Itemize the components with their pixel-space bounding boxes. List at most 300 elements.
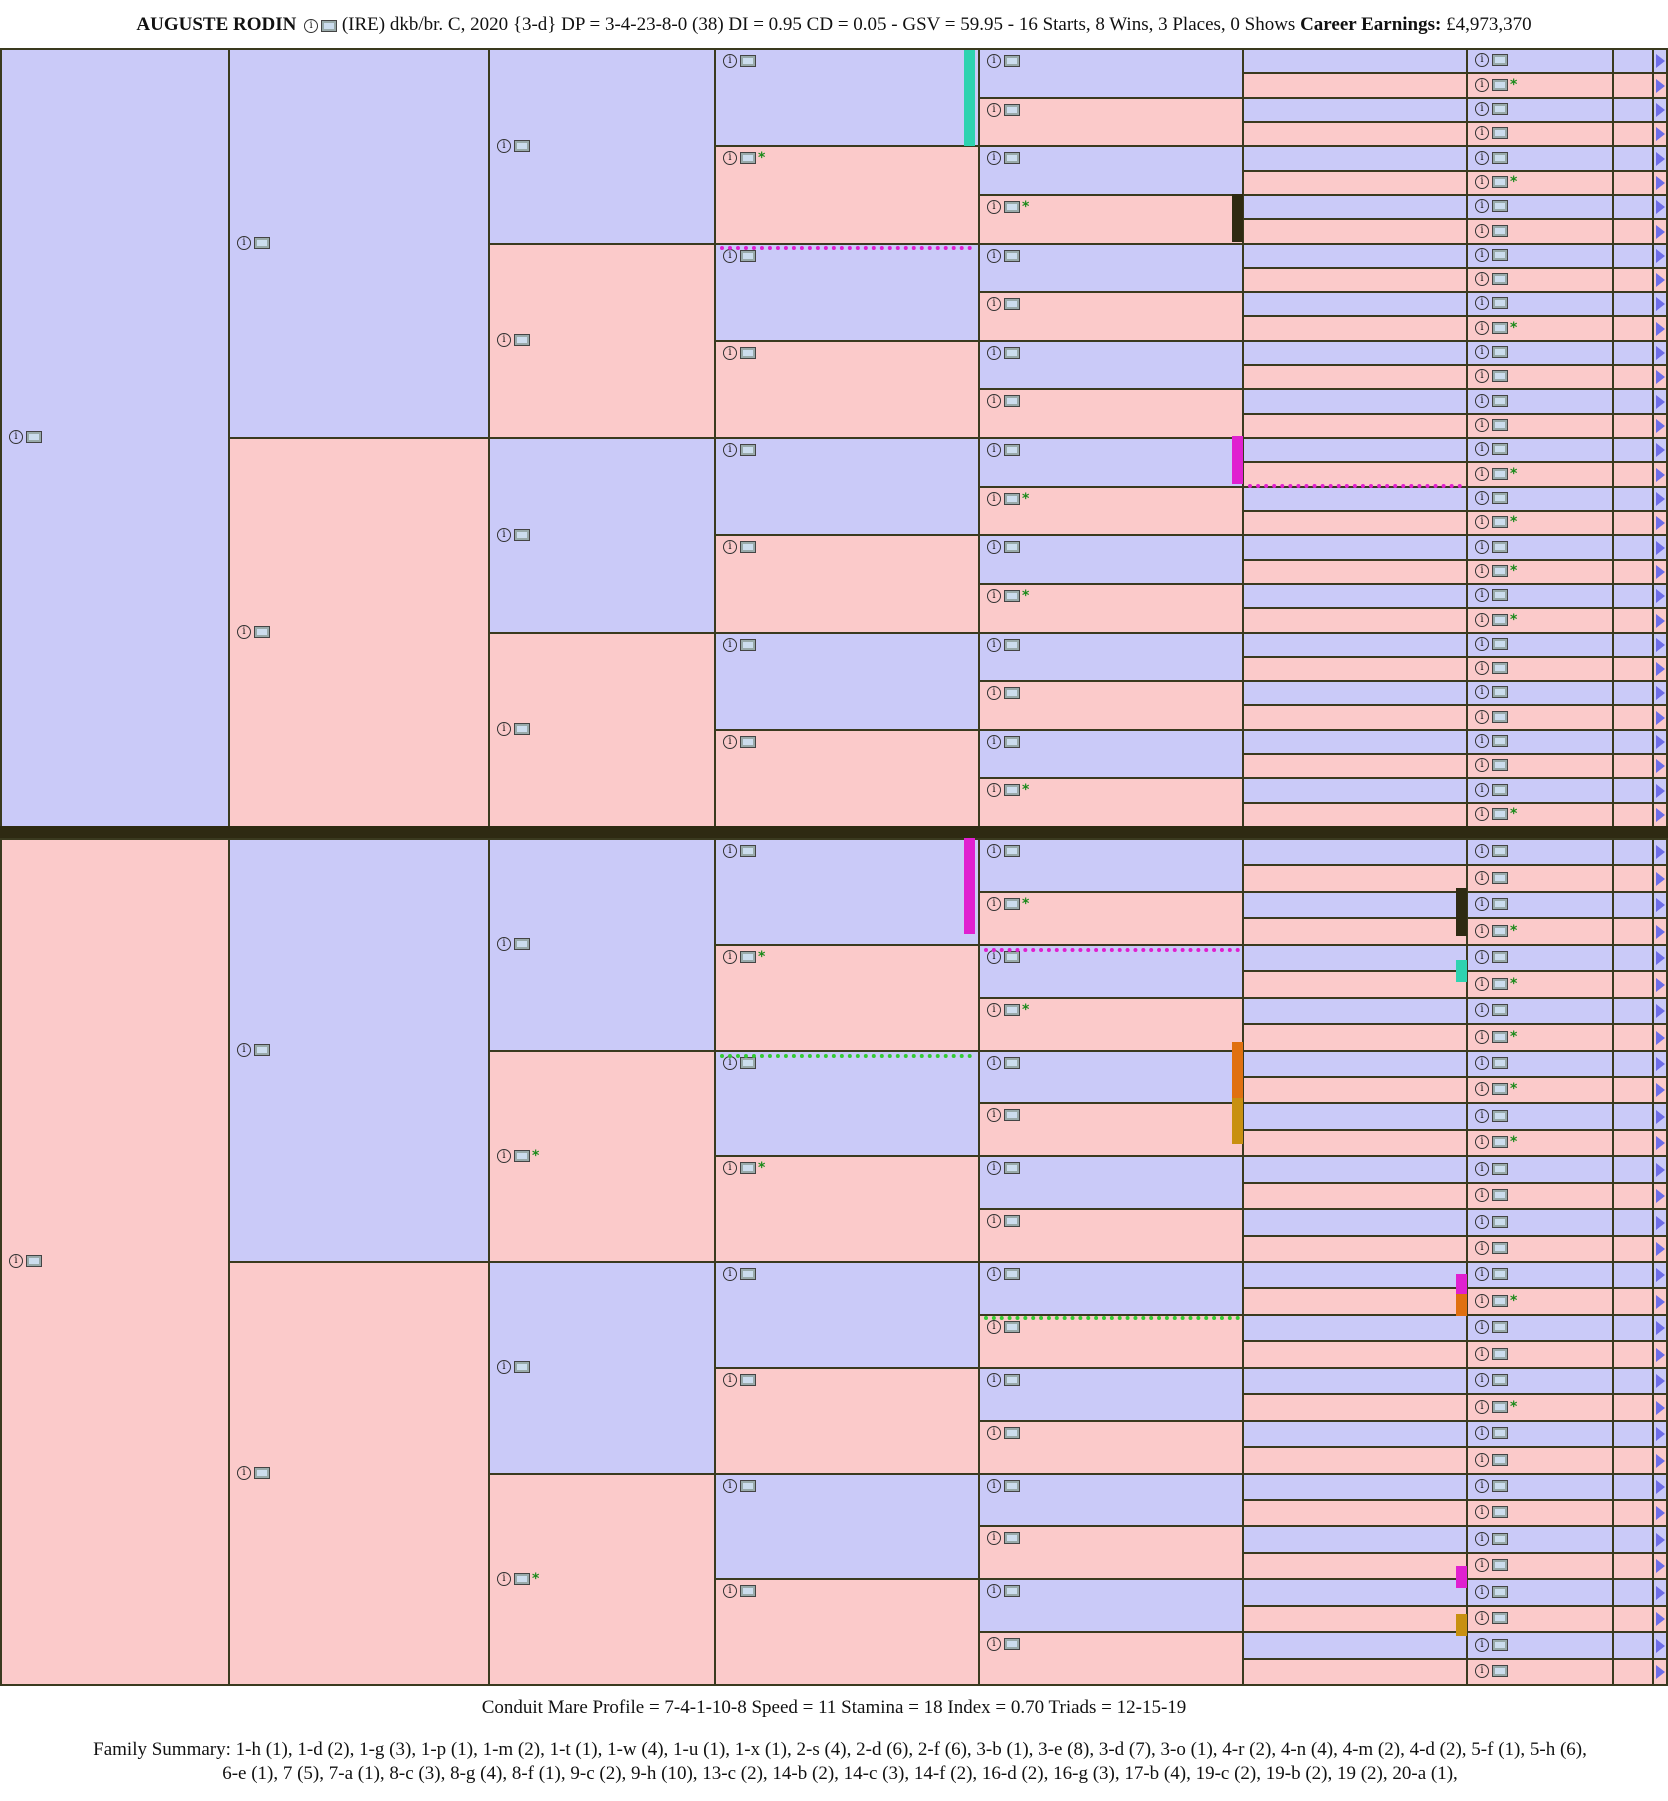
info-icon[interactable]: i <box>1475 394 1489 408</box>
info-icon[interactable]: i <box>987 638 1001 652</box>
arrow-right-icon[interactable] <box>1656 176 1665 190</box>
expand-arrow[interactable] <box>1652 1182 1668 1210</box>
arrow-right-icon[interactable] <box>1656 845 1665 859</box>
info-icon[interactable]: i <box>1475 442 1489 456</box>
photo-icon[interactable] <box>514 1573 530 1585</box>
photo-icon[interactable] <box>1004 104 1020 116</box>
arrow-right-icon[interactable] <box>1656 1163 1665 1177</box>
expand-arrow[interactable] <box>1652 632 1668 658</box>
info-icon[interactable]: i <box>1475 1109 1489 1123</box>
expand-arrow[interactable] <box>1652 437 1668 463</box>
photo-icon[interactable] <box>514 1361 530 1373</box>
photo-icon[interactable] <box>740 1585 756 1597</box>
expand-arrow[interactable] <box>1652 838 1668 866</box>
arrow-right-icon[interactable] <box>1656 346 1665 360</box>
photo-icon[interactable] <box>321 20 337 32</box>
info-icon[interactable]: i <box>1475 467 1489 481</box>
photo-icon[interactable] <box>1492 1348 1508 1360</box>
photo-icon[interactable] <box>1492 872 1508 884</box>
arrow-right-icon[interactable] <box>1656 1480 1665 1494</box>
photo-icon[interactable] <box>1004 1162 1020 1174</box>
photo-icon[interactable] <box>514 1150 530 1162</box>
info-icon[interactable]: i <box>1475 1611 1489 1625</box>
info-icon[interactable]: i <box>1475 613 1489 627</box>
photo-icon[interactable] <box>1492 1480 1508 1492</box>
photo-icon[interactable] <box>1004 1638 1020 1650</box>
arrow-right-icon[interactable] <box>1656 662 1665 676</box>
photo-icon[interactable] <box>740 347 756 359</box>
info-icon[interactable]: i <box>723 735 737 749</box>
photo-icon[interactable] <box>740 1480 756 1492</box>
arrow-right-icon[interactable] <box>1656 759 1665 773</box>
info-icon[interactable]: i <box>1475 1215 1489 1229</box>
photo-icon[interactable] <box>1492 225 1508 237</box>
info-icon[interactable]: i <box>1475 321 1489 335</box>
info-icon[interactable]: i <box>1475 151 1489 165</box>
photo-icon[interactable] <box>254 1467 270 1479</box>
photo-icon[interactable] <box>1492 1374 1508 1386</box>
photo-icon[interactable] <box>254 1044 270 1056</box>
info-icon[interactable]: i <box>1475 1400 1489 1414</box>
expand-arrow[interactable] <box>1652 1287 1668 1316</box>
arrow-right-icon[interactable] <box>1656 898 1665 912</box>
photo-icon[interactable] <box>1492 1401 1508 1413</box>
photo-icon[interactable] <box>1004 1480 1020 1492</box>
photo-icon[interactable] <box>1492 1533 1508 1545</box>
photo-icon[interactable] <box>26 1255 42 1267</box>
expand-arrow[interactable] <box>1652 291 1668 317</box>
arrow-right-icon[interactable] <box>1656 443 1665 457</box>
info-icon[interactable]: i <box>987 443 1001 457</box>
expand-arrow[interactable] <box>1652 461 1668 488</box>
photo-icon[interactable] <box>740 736 756 748</box>
info-icon[interactable]: i <box>1475 734 1489 748</box>
info-icon[interactable]: i <box>1475 126 1489 140</box>
photo-icon[interactable] <box>1492 103 1508 115</box>
info-icon[interactable]: i <box>987 297 1001 311</box>
photo-icon[interactable] <box>1492 1427 1508 1439</box>
photo-icon[interactable] <box>1004 845 1020 857</box>
info-icon[interactable]: i <box>1475 199 1489 213</box>
arrow-right-icon[interactable] <box>1656 614 1665 628</box>
info-icon[interactable]: i <box>987 844 1001 858</box>
photo-icon[interactable] <box>1004 639 1020 651</box>
photo-icon[interactable] <box>514 723 530 735</box>
expand-arrow[interactable] <box>1652 1658 1668 1686</box>
info-icon[interactable]: i <box>987 394 1001 408</box>
photo-icon[interactable] <box>514 140 530 152</box>
info-icon[interactable]: i <box>497 722 511 736</box>
info-icon[interactable]: i <box>497 333 511 347</box>
info-icon[interactable]: i <box>1475 491 1489 505</box>
expand-arrow[interactable] <box>1652 413 1668 439</box>
info-icon[interactable]: i <box>987 54 1001 68</box>
photo-icon[interactable] <box>1492 808 1508 820</box>
info-icon[interactable]: i <box>987 1003 1001 1017</box>
expand-arrow[interactable] <box>1652 1420 1668 1448</box>
expand-arrow[interactable] <box>1652 364 1668 390</box>
expand-arrow[interactable] <box>1652 1446 1668 1475</box>
photo-icon[interactable] <box>1492 565 1508 577</box>
info-icon[interactable]: i <box>1475 369 1489 383</box>
photo-icon[interactable] <box>1492 1321 1508 1333</box>
photo-icon[interactable] <box>740 845 756 857</box>
info-icon[interactable]: i <box>987 1214 1001 1228</box>
expand-arrow[interactable] <box>1652 1076 1668 1104</box>
info-icon[interactable]: i <box>1475 1505 1489 1519</box>
photo-icon[interactable] <box>1492 1216 1508 1228</box>
info-icon[interactable]: i <box>987 735 1001 749</box>
arrow-right-icon[interactable] <box>1656 1004 1665 1018</box>
info-icon[interactable]: i <box>1475 515 1489 529</box>
info-icon[interactable]: i <box>1475 248 1489 262</box>
expand-arrow[interactable] <box>1652 145 1668 172</box>
arrow-right-icon[interactable] <box>1656 249 1665 263</box>
photo-icon[interactable] <box>1492 419 1508 431</box>
arrow-right-icon[interactable] <box>1656 1242 1665 1256</box>
info-icon[interactable]: i <box>723 151 737 165</box>
arrow-right-icon[interactable] <box>1656 1268 1665 1282</box>
arrow-right-icon[interactable] <box>1656 468 1665 482</box>
info-icon[interactable]: i <box>723 1584 737 1598</box>
expand-arrow[interactable] <box>1652 388 1668 415</box>
info-icon[interactable]: i <box>987 783 1001 797</box>
info-icon[interactable]: i <box>987 200 1001 214</box>
photo-icon[interactable] <box>1492 395 1508 407</box>
info-icon[interactable]: i <box>723 443 737 457</box>
expand-arrow[interactable] <box>1652 944 1668 972</box>
info-icon[interactable]: i <box>1475 897 1489 911</box>
info-icon[interactable]: i <box>1475 1347 1489 1361</box>
arrow-right-icon[interactable] <box>1656 638 1665 652</box>
expand-arrow[interactable] <box>1652 559 1668 585</box>
photo-icon[interactable] <box>1004 590 1020 602</box>
expand-arrow[interactable] <box>1652 486 1668 512</box>
info-icon[interactable]: i <box>304 19 318 33</box>
info-icon[interactable]: i <box>1475 1135 1489 1149</box>
expand-arrow[interactable] <box>1652 1578 1668 1607</box>
photo-icon[interactable] <box>1492 79 1508 91</box>
expand-arrow[interactable] <box>1652 680 1668 706</box>
info-icon[interactable]: i <box>1475 1373 1489 1387</box>
photo-icon[interactable] <box>740 1162 756 1174</box>
expand-arrow[interactable] <box>1652 48 1668 74</box>
info-icon[interactable]: i <box>723 1267 737 1281</box>
photo-icon[interactable] <box>1492 200 1508 212</box>
info-icon[interactable]: i <box>987 103 1001 117</box>
info-icon[interactable]: i <box>1475 53 1489 67</box>
info-icon[interactable]: i <box>723 1373 737 1387</box>
info-icon[interactable]: i <box>497 1360 511 1374</box>
info-icon[interactable]: i <box>1475 807 1489 821</box>
photo-icon[interactable] <box>1004 395 1020 407</box>
arrow-right-icon[interactable] <box>1656 1057 1665 1071</box>
expand-arrow[interactable] <box>1652 1525 1668 1554</box>
info-icon[interactable]: i <box>987 950 1001 964</box>
info-icon[interactable]: i <box>1475 661 1489 675</box>
photo-icon[interactable] <box>1492 711 1508 723</box>
expand-arrow[interactable] <box>1652 1393 1668 1422</box>
photo-icon[interactable] <box>740 639 756 651</box>
photo-icon[interactable] <box>1004 1215 1020 1227</box>
info-icon[interactable]: i <box>987 1056 1001 1070</box>
photo-icon[interactable] <box>1004 444 1020 456</box>
expand-arrow[interactable] <box>1652 1473 1668 1501</box>
photo-icon[interactable] <box>1492 686 1508 698</box>
expand-arrow[interactable] <box>1652 1340 1668 1369</box>
photo-icon[interactable] <box>1492 1057 1508 1069</box>
arrow-right-icon[interactable] <box>1656 273 1665 287</box>
photo-icon[interactable] <box>1492 1189 1508 1201</box>
info-icon[interactable]: i <box>9 430 23 444</box>
photo-icon[interactable] <box>1492 468 1508 480</box>
arrow-right-icon[interactable] <box>1656 103 1665 117</box>
info-icon[interactable]: i <box>1475 950 1489 964</box>
info-icon[interactable]: i <box>1475 1030 1489 1044</box>
photo-icon[interactable] <box>1004 347 1020 359</box>
arrow-right-icon[interactable] <box>1656 872 1665 886</box>
expand-arrow[interactable] <box>1652 997 1668 1025</box>
expand-arrow[interactable] <box>1652 607 1668 634</box>
photo-icon[interactable] <box>1492 492 1508 504</box>
info-icon[interactable]: i <box>987 686 1001 700</box>
info-icon[interactable]: i <box>723 950 737 964</box>
info-icon[interactable]: i <box>497 139 511 153</box>
arrow-right-icon[interactable] <box>1656 516 1665 530</box>
photo-icon[interactable] <box>1004 1585 1020 1597</box>
info-icon[interactable]: i <box>723 1161 737 1175</box>
info-icon[interactable]: i <box>1475 1056 1489 1070</box>
arrow-right-icon[interactable] <box>1656 370 1665 384</box>
info-icon[interactable]: i <box>723 1056 737 1070</box>
info-icon[interactable]: i <box>497 528 511 542</box>
photo-icon[interactable] <box>1004 541 1020 553</box>
info-icon[interactable]: i <box>1475 685 1489 699</box>
arrow-right-icon[interactable] <box>1656 297 1665 311</box>
arrow-right-icon[interactable] <box>1656 808 1665 822</box>
info-icon[interactable]: i <box>1475 1241 1489 1255</box>
expand-arrow[interactable] <box>1652 802 1668 828</box>
arrow-right-icon[interactable] <box>1656 1110 1665 1124</box>
arrow-right-icon[interactable] <box>1656 322 1665 336</box>
photo-icon[interactable] <box>1492 614 1508 626</box>
arrow-right-icon[interactable] <box>1656 1216 1665 1230</box>
photo-icon[interactable] <box>1492 516 1508 528</box>
arrow-right-icon[interactable] <box>1656 419 1665 433</box>
arrow-right-icon[interactable] <box>1656 686 1665 700</box>
expand-arrow[interactable] <box>1652 656 1668 682</box>
photo-icon[interactable] <box>740 1268 756 1280</box>
info-icon[interactable]: i <box>1475 637 1489 651</box>
info-icon[interactable]: i <box>1475 1162 1489 1176</box>
expand-arrow[interactable] <box>1652 1367 1668 1395</box>
expand-arrow[interactable] <box>1652 1050 1668 1078</box>
arrow-right-icon[interactable] <box>1656 1586 1665 1600</box>
photo-icon[interactable] <box>1492 978 1508 990</box>
info-icon[interactable]: i <box>987 1267 1001 1281</box>
photo-icon[interactable] <box>514 938 530 950</box>
arrow-right-icon[interactable] <box>1656 1374 1665 1388</box>
photo-icon[interactable] <box>1492 1559 1508 1571</box>
arrow-right-icon[interactable] <box>1656 1348 1665 1362</box>
info-icon[interactable]: i <box>1475 844 1489 858</box>
photo-icon[interactable] <box>1492 759 1508 771</box>
arrow-right-icon[interactable] <box>1656 54 1665 68</box>
photo-icon[interactable] <box>740 152 756 164</box>
arrow-right-icon[interactable] <box>1656 925 1665 939</box>
info-icon[interactable]: i <box>987 1426 1001 1440</box>
arrow-right-icon[interactable] <box>1656 200 1665 214</box>
photo-icon[interactable] <box>1492 1665 1508 1677</box>
info-icon[interactable]: i <box>1475 175 1489 189</box>
expand-arrow[interactable] <box>1652 1235 1668 1263</box>
photo-icon[interactable] <box>1492 152 1508 164</box>
photo-icon[interactable] <box>1492 898 1508 910</box>
photo-icon[interactable] <box>514 529 530 541</box>
expand-arrow[interactable] <box>1652 1499 1668 1527</box>
photo-icon[interactable] <box>740 250 756 262</box>
info-icon[interactable]: i <box>987 249 1001 263</box>
expand-arrow[interactable] <box>1652 1208 1668 1237</box>
expand-arrow[interactable] <box>1652 970 1668 999</box>
photo-icon[interactable] <box>1492 1612 1508 1624</box>
photo-icon[interactable] <box>1004 736 1020 748</box>
info-icon[interactable]: i <box>1475 977 1489 991</box>
info-icon[interactable]: i <box>987 589 1001 603</box>
expand-arrow[interactable] <box>1652 864 1668 893</box>
arrow-right-icon[interactable] <box>1656 492 1665 506</box>
info-icon[interactable]: i <box>237 1043 251 1057</box>
info-icon[interactable]: i <box>987 492 1001 506</box>
info-icon[interactable]: i <box>237 1466 251 1480</box>
photo-icon[interactable] <box>1492 845 1508 857</box>
info-icon[interactable]: i <box>1475 102 1489 116</box>
photo-icon[interactable] <box>1004 898 1020 910</box>
photo-icon[interactable] <box>254 626 270 638</box>
expand-arrow[interactable] <box>1652 72 1668 99</box>
arrow-right-icon[interactable] <box>1656 1454 1665 1468</box>
arrow-right-icon[interactable] <box>1656 1136 1665 1150</box>
arrow-right-icon[interactable] <box>1656 1031 1665 1045</box>
photo-icon[interactable] <box>740 444 756 456</box>
info-icon[interactable]: i <box>723 540 737 554</box>
expand-arrow[interactable] <box>1652 1631 1668 1660</box>
expand-arrow[interactable] <box>1652 1129 1668 1157</box>
photo-icon[interactable] <box>1492 322 1508 334</box>
expand-arrow[interactable] <box>1652 753 1668 779</box>
expand-arrow[interactable] <box>1652 534 1668 561</box>
expand-arrow[interactable] <box>1652 243 1668 269</box>
expand-arrow[interactable] <box>1652 1605 1668 1633</box>
info-icon[interactable]: i <box>1475 1638 1489 1652</box>
photo-icon[interactable] <box>1004 1057 1020 1069</box>
info-icon[interactable]: i <box>987 540 1001 554</box>
expand-arrow[interactable] <box>1652 1102 1668 1131</box>
info-icon[interactable]: i <box>723 54 737 68</box>
photo-icon[interactable] <box>1004 1374 1020 1386</box>
photo-icon[interactable] <box>1492 1639 1508 1651</box>
arrow-right-icon[interactable] <box>1656 1427 1665 1441</box>
photo-icon[interactable] <box>740 541 756 553</box>
info-icon[interactable]: i <box>1475 540 1489 554</box>
info-icon[interactable]: i <box>237 625 251 639</box>
photo-icon[interactable] <box>1492 1242 1508 1254</box>
arrow-right-icon[interactable] <box>1656 1189 1665 1203</box>
info-icon[interactable]: i <box>1475 1426 1489 1440</box>
photo-icon[interactable] <box>1492 784 1508 796</box>
photo-icon[interactable] <box>1492 346 1508 358</box>
expand-arrow[interactable] <box>1652 777 1668 804</box>
info-icon[interactable]: i <box>237 236 251 250</box>
photo-icon[interactable] <box>1492 638 1508 650</box>
expand-arrow[interactable] <box>1652 218 1668 245</box>
photo-icon[interactable] <box>1492 1454 1508 1466</box>
photo-icon[interactable] <box>1004 784 1020 796</box>
info-icon[interactable]: i <box>9 1254 23 1268</box>
expand-arrow[interactable] <box>1652 1552 1668 1580</box>
info-icon[interactable]: i <box>723 638 737 652</box>
expand-arrow[interactable] <box>1652 194 1668 220</box>
info-icon[interactable]: i <box>1475 224 1489 238</box>
info-icon[interactable]: i <box>1475 588 1489 602</box>
photo-icon[interactable] <box>1492 589 1508 601</box>
info-icon[interactable]: i <box>1475 564 1489 578</box>
photo-icon[interactable] <box>254 237 270 249</box>
expand-arrow[interactable] <box>1652 340 1668 366</box>
info-icon[interactable]: i <box>1475 1453 1489 1467</box>
arrow-right-icon[interactable] <box>1656 1559 1665 1573</box>
photo-icon[interactable] <box>1492 127 1508 139</box>
info-icon[interactable]: i <box>1475 78 1489 92</box>
info-icon[interactable]: i <box>1475 871 1489 885</box>
arrow-right-icon[interactable] <box>1656 1639 1665 1653</box>
info-icon[interactable]: i <box>987 897 1001 911</box>
arrow-right-icon[interactable] <box>1656 565 1665 579</box>
info-icon[interactable]: i <box>1475 1532 1489 1546</box>
arrow-right-icon[interactable] <box>1656 784 1665 798</box>
photo-icon[interactable] <box>1004 1321 1020 1333</box>
expand-arrow[interactable] <box>1652 1314 1668 1342</box>
info-icon[interactable]: i <box>987 1161 1001 1175</box>
arrow-right-icon[interactable] <box>1656 951 1665 965</box>
photo-icon[interactable] <box>1492 1268 1508 1280</box>
info-icon[interactable]: i <box>497 1149 511 1163</box>
expand-arrow[interactable] <box>1652 121 1668 147</box>
photo-icon[interactable] <box>1492 370 1508 382</box>
info-icon[interactable]: i <box>497 1572 511 1586</box>
photo-icon[interactable] <box>1492 1031 1508 1043</box>
photo-icon[interactable] <box>1492 273 1508 285</box>
photo-icon[interactable] <box>26 431 42 443</box>
info-icon[interactable]: i <box>1475 1082 1489 1096</box>
info-icon[interactable]: i <box>1475 1585 1489 1599</box>
info-icon[interactable]: i <box>1475 1558 1489 1572</box>
info-icon[interactable]: i <box>1475 345 1489 359</box>
photo-icon[interactable] <box>1004 201 1020 213</box>
photo-icon[interactable] <box>1492 735 1508 747</box>
photo-icon[interactable] <box>1492 1295 1508 1307</box>
arrow-right-icon[interactable] <box>1656 978 1665 992</box>
photo-icon[interactable] <box>1004 687 1020 699</box>
photo-icon[interactable] <box>1004 250 1020 262</box>
photo-icon[interactable] <box>1492 662 1508 674</box>
arrow-right-icon[interactable] <box>1656 589 1665 603</box>
photo-icon[interactable] <box>1004 55 1020 67</box>
arrow-right-icon[interactable] <box>1656 1295 1665 1309</box>
info-icon[interactable]: i <box>987 151 1001 165</box>
info-icon[interactable]: i <box>987 346 1001 360</box>
photo-icon[interactable] <box>740 55 756 67</box>
